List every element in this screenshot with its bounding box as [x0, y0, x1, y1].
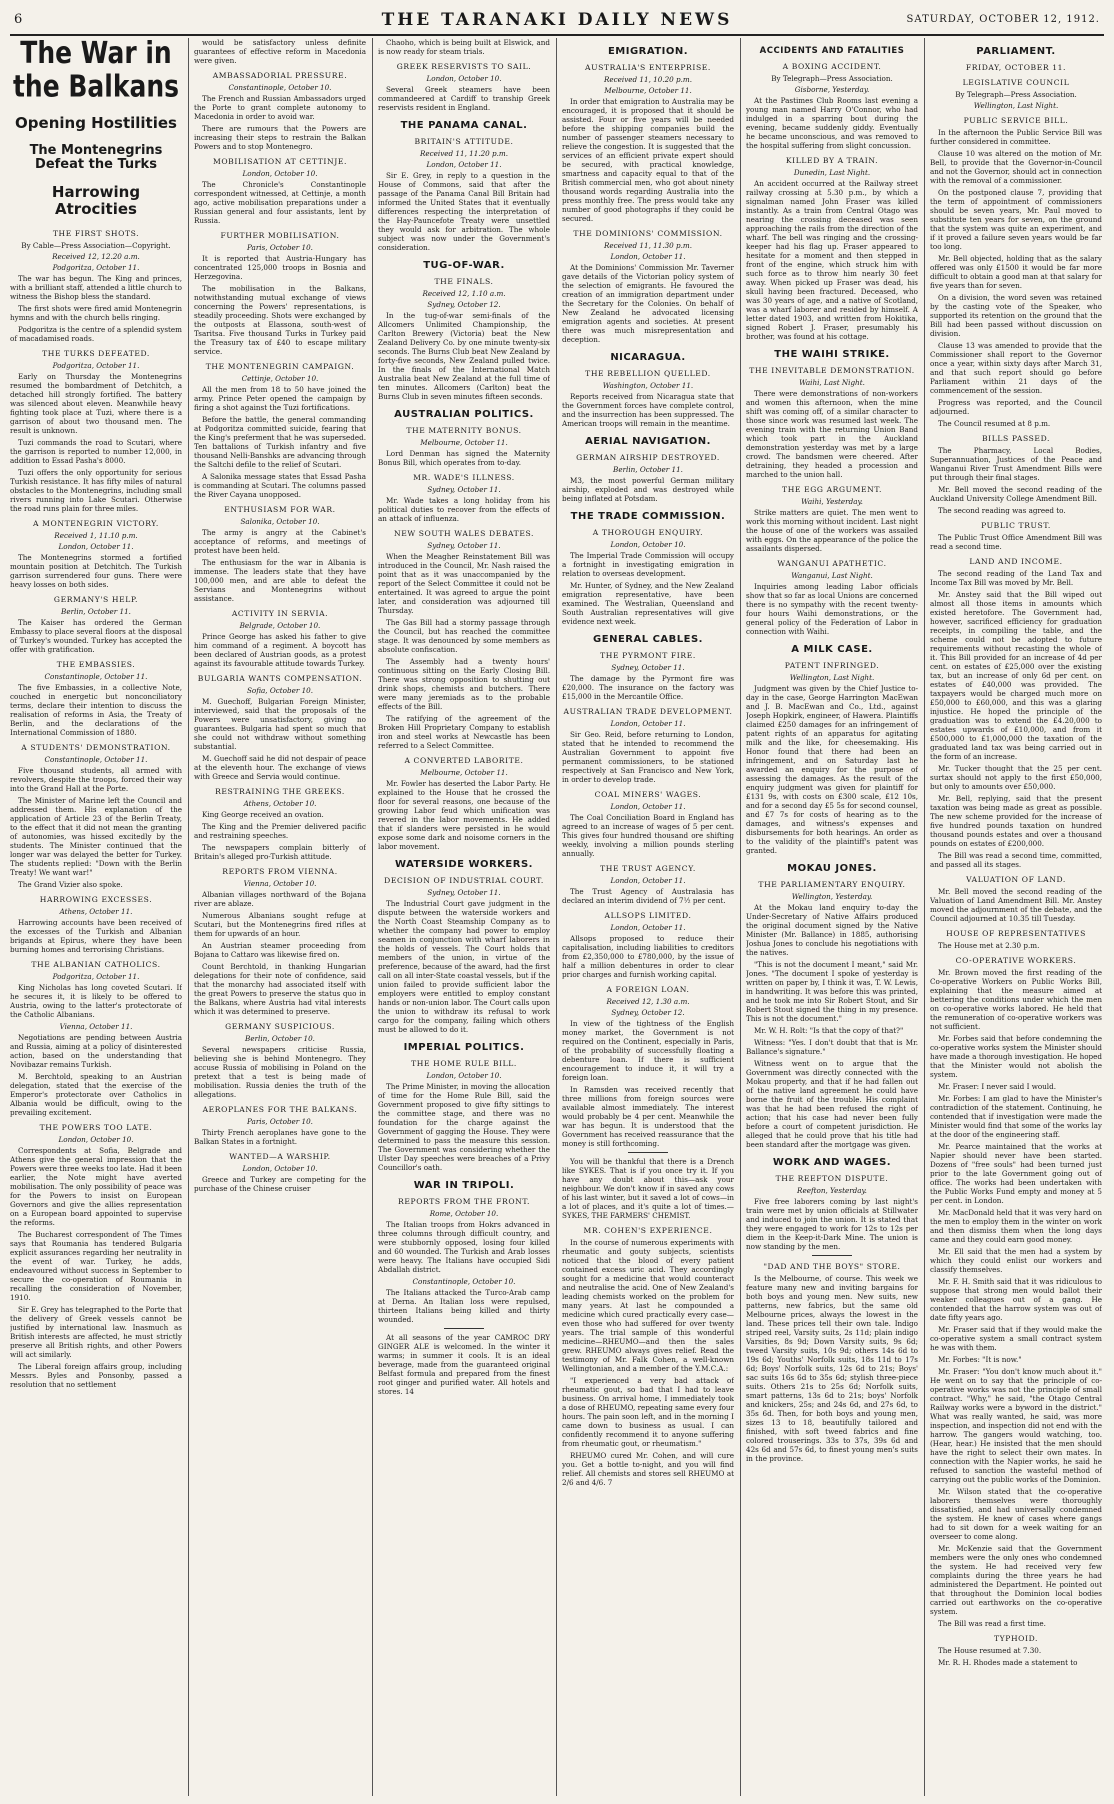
received-line: Received 11, 11.30 p.m.	[603, 241, 692, 250]
article-paragraph: Mr. Anstey said that the Bill wiped out almost all those items in amounts which existed heretofore. The Government had, however, sacrificed efficiency for graduation receipts, in compiling the table, and the scheme could not be adopted to future requirements without recasting the whole of it. This Bill provided for an increase of 4d per cent. on estates of £25,000 over the existing tax, but an increase of only 6d per cent. on estates of £40,000 was provided. The taxpayers would be charged much more on £50,000 to £60,000, and this was a glaring injustice. He hoped the principle of the graduation was to extend the £4.20,000 to estates upwards of £10,000, and from it £500,000 to £1,000,000 the taxation of the graduated land tax was being carried out in the form of an increase.	[930, 590, 1102, 761]
dateline: London, October 11.	[426, 160, 502, 169]
issue-date: SATURDAY, OCTOBER 12, 1912.	[906, 14, 1100, 25]
section-heading: LEGISLATIVE COUNCIL	[962, 78, 1070, 87]
article-paragraph: The Italian troops from Hokrs advanced in three columns through difficult country, and were stubbornly opposed, losing four killed and 60 wounded. The Turkish and Arab losses were heavy. The Italians have occupied Sidi Abdallah district.	[378, 1220, 550, 1274]
dateline: London, October 11.	[58, 542, 134, 552]
section-heading: COAL MINERS' WAGES.	[594, 790, 702, 799]
dateline: London, October 10.	[610, 540, 686, 549]
article-paragraph: The ratifying of the agreement of the Broken Hill Proprietary Company to establish iron and steel works at Newcastle has been referred to a Select Committee.	[378, 714, 550, 750]
deck-headline: The Montenegrins Defeat the Turks	[29, 142, 163, 172]
section-heading: REPORTS FROM THE FRONT.	[398, 1197, 530, 1206]
article-paragraph: The Bill was read a first time.	[938, 1619, 1046, 1628]
article-paragraph: Mr. Fowler has deserted the Labor Party. He explained to the House that he crossed the floor for several reasons, one because of the growing Labor feud which unification was revered in the labor movements. He added that if slanders were persisted in he would expose some dark and noisome corners in the labor movement.	[378, 779, 550, 851]
article-paragraph: Reports received from Nicaragua state that the Government forces have complete control, and the insurrection has been suppressed. The American troops will remain in the meantime.	[562, 392, 734, 428]
article-paragraph: At the Mokau land enquiry to-day the Under-Secretary of Native Affairs produced the original document signed by the Native Minister (Mr. Ballance) in 1885, authorising Joshua Jones to conclude his negotiations with the natives.	[746, 903, 918, 957]
section-title: A MILK CASE.	[791, 644, 873, 655]
article-paragraph: The House met at 2.30 p.m.	[938, 941, 1040, 950]
article-paragraph: Harrowing accounts have been received of the excesses of the Turkish and Albanian brigands at Epirus, where they have been burning homes and terrorising Christians.	[10, 918, 182, 955]
section-heading: DECISION OF INDUSTRIAL COURT.	[384, 876, 544, 885]
section-heading: THE PARLIAMENTARY ENQUIRY.	[758, 880, 906, 889]
section-heading: FURTHER MOBILISATION.	[220, 231, 340, 240]
received-line: Received 12, 1.10 a.m.	[422, 289, 506, 298]
article-paragraph: On a division, the word seven was retained by the casting vote of the Speaker, who supported its retention on the ground that the Bill had been passed without discussion on division.	[930, 293, 1102, 338]
dateline: Cettinje, October 10.	[241, 374, 319, 383]
advertisement: At all seasons of the year CAMROC DRY GINGER ALE is welcomed. In the winter it warms; in summer it cools. It is an ideal beverage, made from the guaranteed original Belfast formula and prepared from the finest root ginger and purified water. All hotels and stores. 14	[378, 1333, 550, 1396]
article-paragraph: Mr. Fraser: "You don't know much about it." He went on to say that the principle of co-operative works was not the principle of small contract. "Why," he said, "the Otago Central Railway works were a byword in the district." What was really wanted, he said, was more inspection, and inspection did not end with the harrow. The gangers would watching, too. (Hear, hear.) He insisted that the men should have the right to select their own mates. In connection with the Napier works, he said he refused to sanction the wasteful method of carrying out the public works of the Dominion.	[930, 1367, 1102, 1484]
dateline: Wellington, Last Night.	[789, 673, 875, 682]
dateline: Washington, October 11.	[602, 381, 694, 390]
article-paragraph: Mr. W. H. Rolt: "Is that the copy of that?"	[754, 1026, 904, 1035]
article-paragraph: The Liberal foreign affairs group, including Messrs. Byles and Ponsonby, passed a resolution that no settlement	[10, 1362, 182, 1390]
dateline: London, October 11.	[610, 876, 686, 885]
article-paragraph: In the afternoon the Public Service Bill was further considered in committee.	[930, 128, 1102, 146]
received-line: Received 11, 10.20 p.m.	[603, 75, 692, 84]
article-paragraph: The Trust Agency of Australasia has declared an interim dividend of 7½ per cent.	[562, 887, 734, 905]
section-heading: RESTRAINING THE GREEKS.	[215, 787, 345, 796]
dateline: Sydney, October 11.	[611, 663, 685, 672]
dateline: Constantinople, October 11.	[44, 755, 148, 765]
article-paragraph: Mr. Bell, replying, said that the present taxation was being made as great as possible. The new scheme provided for the increase of five hundred pounds taxation on hundred thousand pounds estates and over a thousand pounds on estates of £200,000.	[930, 794, 1102, 848]
section-heading: PUBLIC TRUST.	[981, 521, 1051, 530]
article-paragraph: Allsops proposed to reduce their capitalisation, including liabilities to creditors from £2,350,000 to £780,000, by the issue of half a million debentures in order to clear prior charges and furnish working capital.	[562, 934, 734, 979]
column-rule	[924, 38, 925, 1796]
section-heading: AUSTRALIA'S ENTERPRISE.	[585, 63, 711, 72]
section-heading: A CONVERTED LABORITE.	[404, 756, 524, 765]
dateline: Sydney, October 11.	[427, 485, 501, 494]
article-paragraph: Witness: "Yes. I don't doubt that that is Mr. Ballance's signature."	[746, 1038, 918, 1056]
dateline: London, October 10.	[242, 169, 318, 178]
section-heading: GREEK RESERVISTS TO SAIL.	[396, 62, 532, 71]
article-paragraph: Negotiations are pending between Austria and Russia, aiming at a policy of disinterested action, based on the understanding that Novibazar remains Turkish.	[10, 1033, 182, 1070]
article-paragraph: Five free laborers coming by last night's train were met by union officials at Stillwater and induced to join the union. It is stated that they were engaged to work for 12s to 12s per diem in the Keep-it-Dark Mine. The union is now standing by the men.	[746, 1197, 918, 1251]
article-paragraph: Prince George has asked his father to give him command of a regiment. A boycott has been declared of Austrian goods, as a protest against its favourable attitude towards Turkey.	[194, 632, 366, 668]
section-heading: THE MATERNITY BONUS.	[406, 426, 522, 435]
section-heading: THE DOMINIONS' COMMISSION.	[573, 229, 723, 238]
article-paragraph: Strike matters are quiet. The men went to work this morning without incident. Last night the house of one of the workers was assailed with eggs. On the appearance of the police the assailants dispersed.	[746, 508, 918, 553]
article-paragraph: M. Berchtold, speaking to an Austrian delegation, stated that the exercise of the Emperor's protectorate over Catholics in Albania would be difficult, owing to the prevailing excitement.	[10, 1072, 182, 1118]
article-paragraph: There are rumours that the Powers are increasing their steps to restrain the Balkan Powers and to stop Montenegro.	[194, 124, 366, 151]
article-paragraph: Chaoho, which is being built at Elswick, and is now ready for steam trials.	[378, 38, 550, 56]
advertisement: RHEUMO cured Mr. Cohen, and will cure you. Get a bottle to-night, and you will find relief. All chemists and stores sell RHEUMO at 2/6 and 4/6. 7	[562, 1451, 734, 1487]
section-title: WAR IN TRIPOLI.	[413, 1180, 515, 1191]
article-paragraph: Mr. Forbes said that before condemning the co-operative works system the Minister should have made a thorough investigation. He hoped that the Minister would not abolish the system.	[930, 1034, 1102, 1079]
dateline: Rome, October 10.	[429, 1209, 499, 1218]
section-heading: GERMAN AIRSHIP DESTROYED.	[576, 453, 720, 462]
article-paragraph: The Council resumed at 8 p.m.	[938, 419, 1051, 428]
article-paragraph: The Kaiser has ordered the German Embassy to place several floors at the disposal of Turkey's wounded. Turkey has accepted the offer with gratification.	[10, 618, 182, 655]
article-paragraph: Early on Thursday the Montenegrins resumed the bombardment of Detchitch, a detached hill strongly fortified. The battery was silenced about eleven. Meanwhile heavy fighting took place at Tuzi, where there is a garrison of about two thousand men. The result is unknown.	[10, 372, 182, 436]
article-paragraph: Mr. R. H. Rhodes made a statement to	[938, 1658, 1078, 1667]
section-heading: THE FIRST SHOTS.	[52, 229, 140, 239]
article-paragraph: Tuzi offers the only opportunity for serious Turkish resistance. It has fifty miles of natural obstacles to the Montenegrins, including small rivers running into Lake Scutari. Otherwise the road runs plain for three miles.	[10, 468, 182, 514]
dateline: Wellington, Yesterday.	[791, 892, 873, 901]
article-paragraph: Mr. Bell moved the second reading of the Auckland University College Amendment Bill.	[930, 485, 1102, 503]
section-heading: THE EGG ARGUMENT.	[782, 485, 882, 494]
section-heading: THE MONTENEGRIN CAMPAIGN.	[205, 362, 355, 371]
article-paragraph: Mr. Fraser said that if they would make the co-operative system a small contract system he was with them.	[930, 1325, 1102, 1352]
dateline: Salonika, October 10.	[240, 517, 320, 526]
article-paragraph: The newspapers complain bitterly of Britain's alleged pro-Turkish attitude.	[194, 843, 366, 861]
section-heading: THE REBELLION QUELLED.	[585, 369, 711, 378]
section-heading: A STUDENTS' DEMONSTRATION.	[21, 743, 171, 753]
article-paragraph: Several Greek steamers have been commandeered at Cardiff to tranship Greek reservists resident in England.	[378, 85, 550, 112]
section-heading: GERMANY SUSPICIOUS.	[225, 1022, 335, 1031]
deck-headline: Harrowing Atrocities	[51, 183, 141, 218]
dateline: Athens, October 11.	[59, 907, 133, 917]
article-paragraph: Inquiries among leading Labor officials show that so far as local Unions are concerned there is no sympathy with the recent twenty-four hours Waihi demonstrations, or the general policy of the Federation of Labor in connection with Waihi.	[746, 582, 918, 636]
section-heading: BULGARIA WANTS COMPENSATION.	[197, 674, 363, 683]
article-paragraph: Clause 10 was altered on the motion of Mr. Bell, to provide that the Governor-in-Council and not the Governor, should act in connection with the removal of a commissioner.	[930, 149, 1102, 185]
section-heading: THE INEVITABLE DEMONSTRATION.	[749, 366, 915, 375]
columns	[10, 38, 1104, 1796]
section-title: THE WAIHI STRIKE.	[774, 349, 890, 360]
article-paragraph: The war has begun. The King and princes, with a brilliant staff, attended a little church to witness the Bishop bless the standard.	[10, 274, 182, 302]
section-heading: TYPHOID.	[993, 1634, 1039, 1643]
article-paragraph: Sir Geo. Reid, before returning to London, stated that he intended to recommend the Australian Government to appoint five permanent commissioners, to be stationed respectively at San Francisco and New York, in order to develop trade.	[562, 730, 734, 784]
article-paragraph: Podgoritza is the centre of a splendid system of macadamised roads.	[10, 325, 182, 344]
column-2	[194, 38, 366, 1796]
section-title: IMPERIAL POLITICS.	[403, 1042, 525, 1053]
article-paragraph: would be satisfactory unless definite guarantees of effective reform in Macedonia were given.	[194, 38, 366, 65]
section-heading: ENTHUSIASM FOR WAR.	[224, 505, 336, 514]
dateline: Wellington, Last Night.	[973, 101, 1059, 110]
dateline: London, October 10.	[242, 1164, 318, 1173]
article-paragraph: The army is angry at the Cabinet's acceptance of reforms, and meetings of protest have been held.	[194, 528, 366, 555]
article-paragraph: Mr. Ell said that the men had a system by which they could enlist our workers and classify themselves.	[930, 1247, 1102, 1274]
article-paragraph: In view of the tightness of the English money market, the Government is not required on the Continent, especially in Paris, of the probability of successfully floating a debenture loan. If there is sufficient encouragement to induce it, it will try a foreign loan.	[562, 1019, 734, 1082]
article-paragraph: Mr. Hunter, of Sydney, and the New Zealand emigration representative, have been examined. The Westralian, Queensland and South Australian representatives will give evidence next week.	[562, 581, 734, 626]
article-paragraph: King Nicholas has long coveted Scutari. If he secures it, it is likely to be offered to Austria, owing to the latter's protectorate of the Catholic Albanians.	[10, 983, 182, 1020]
article-paragraph: Lord Denman has signed the Maternity Bonus Bill, which operates from to-day.	[378, 449, 550, 467]
dateline: Berlin, October 10.	[245, 1034, 315, 1043]
dateline: London, October 10.	[426, 74, 502, 83]
section-heading: THE FINALS.	[434, 277, 494, 286]
article-paragraph: Greece and Turkey are competing for the purchase of the Chinese cruiser	[194, 1175, 366, 1193]
section-heading: A MONTENEGRIN VICTORY.	[33, 519, 159, 529]
article-paragraph: The damage by the Pyrmont fire was £20,000. The insurance on the factory was £15,000 in the Mercantile Office.	[562, 674, 734, 701]
article-paragraph: The Industrial Court gave judgment in the dispute between the waterside workers and the North Coast Steamship Company as to whether the company had power to employ seamen in conjunction with wharf laborers in the holds of vessels. The Court holds that members of the union, in virtue of the preference, because of the award, had the first call on all inter-State coastal vessels, but if the union failed to provide sufficient labor the employers were entitled to employ constant hands or non-union labor. The Court calls upon the union to withdraw its refusal to work cargo for the company, failing which others must be allowed to do it.	[378, 899, 550, 1034]
section-heading: HARROWING EXCESSES.	[39, 895, 153, 905]
section-title: GENERAL CABLES.	[593, 634, 703, 645]
article-paragraph: All the men from 18 to 50 have joined the army. Prince Peter opened the campaign by firing a shot against the Tuzi fortifications.	[194, 385, 366, 412]
article-paragraph: The Coal Conciliation Board in England has agreed to an increase of wages of 5 per cent. This gives four hundred thousand ore shifting weekly, involving a million pounds sterling annually.	[562, 813, 734, 858]
section-heading: KILLED BY A TRAIN.	[785, 156, 879, 165]
section-heading: GERMANY'S HELP.	[53, 595, 139, 605]
article-paragraph: The mobilisation in the Balkans, notwithstanding mutual exchange of views concerning the Powers' representations, is steadily proceeding. Shots were exchanged by the outposts at Elassona, south-west of Tsaritsa. Five thousand Turks in Turkey paid the Treasury tax of £40 to escape military service.	[194, 284, 366, 356]
column-6	[930, 38, 1102, 1796]
section-heading: THE TRUST AGENCY.	[600, 864, 696, 873]
section-heading: AEROPLANES FOR THE BALKANS.	[202, 1105, 358, 1114]
article-paragraph: A Salonika message states that Essad Pasha is commanding at Scutari. The columns passed the River Cayana unopposed.	[194, 472, 366, 499]
article-paragraph: Witness went on to argue that the Government was directly connected with the Mokau property, and that if he had fallen out of the native land agreement he could have borne the fruit of the trouble. His complaint was that he had been refused the right of action; that his case had never been fully before a court of competent jurisdiction. He alleged that he could prove that his title had been standard after the mortgage was given.	[746, 1059, 918, 1149]
section-heading: WANGANUI APATHETIC.	[777, 559, 887, 568]
article-paragraph: Before the battle, the general commanding at Podgoritza committed suicide, fearing that the King's preferment that he was superseded. Ten battalions of Turkish infantry and five thousand Nelli-Banshks are advancing through the Saltchi defile to the relief of Scutari.	[194, 415, 366, 469]
section-title: ACCIDENTS AND FATALITIES	[759, 46, 905, 56]
section-heading: VALUATION OF LAND.	[966, 875, 1066, 884]
dateline: Melbourne, October 11.	[420, 438, 508, 447]
section-title: PARLIAMENT.	[976, 46, 1056, 57]
article-paragraph: Mr. Bell moved the second reading of the Valuation of Land Amendment Bill. Mr. Anstey moved the adjournment of the debate, and the Council adjourned at 10.35 till Tuesday.	[930, 887, 1102, 923]
section-title: WATERSIDE WORKERS.	[395, 859, 533, 870]
article-paragraph: Mr. Wilson stated that the co-operative laborers themselves were thoroughly dissatisfied, and had universally condemned the system. He knew of cases where gangs had to sit down for a week waiting for an overseer to come along.	[930, 1487, 1102, 1541]
article-paragraph: The King and the Premier delivered pacific and restraining speeches.	[194, 822, 366, 840]
article-paragraph: In the tug-of-war semi-finals of the Allcomers Unlimited Championship, the Carlton Brewery (Victoria) beat the New Zealand Delivery Co. by one minute twenty-six seconds. The Burns Club beat New Zealand by forty-five seconds, New Zealand pulled twice. In the finals of the International Match Australia beat New Zealand at the full time of ten minutes. Allcomers (Carlton) beat the Burns Club in seven minutes fifteen seconds.	[378, 311, 550, 401]
article-paragraph: The Imperial Trade Commission will occupy a fortnight in investigating emigration in relation to overseas development.	[562, 551, 734, 578]
section-heading: THE PYRMONT FIRE.	[600, 651, 696, 660]
section-title: AERIAL NAVIGATION.	[585, 436, 711, 447]
article-paragraph: Mr. Brown moved the first reading of the Co-operative Workers on Public Works Bill, explaining that the measure aimed at bettering the conditions under which the men on co-operative works labored. He held that the remuneration of co-operative workers was not sufficient.	[930, 968, 1102, 1031]
article-paragraph: Progress was reported, and the Council adjourned.	[930, 398, 1102, 416]
section-heading: MR. COHEN'S EXPERIENCE.	[583, 1226, 713, 1235]
article-paragraph: Several newspapers criticise Russia, believing she is behind Montenegro. They accuse Russia of mobilising in Poland on the pretext that a test is being made of mobilisation. Russia denies the truth of the allegations.	[194, 1045, 366, 1099]
section-heading: A THOROUGH ENQUIRY.	[592, 528, 704, 537]
article-paragraph: Mr. Pearce maintained that the works at Napier should never have been started. Dozens of "free souls" had been turned just prior to the late Government going out of office. The works had been undertaken with the Public Works Fund empty and money at 5 per cent. in London.	[930, 1142, 1102, 1205]
article-paragraph: The Grand Vizier also spoke.	[18, 880, 123, 890]
article-paragraph: Judgment was given by the Chief Justice to-day in the case, George Harrington MacEwan and J. B. MacEwan and Co., Ltd., against Joseph Hopkirk, engineer, of Hawera. Plaintiffs claimed £250 damages for an infringement of patent rights of an apparatus for agitating milk and the like, for cheesemaking. His Honor found that there had been an infringement, and on Saturday last he awarded an enquiry for the purpose of assessing the damages. As the result of the enquiry judgment was given for plaintiff for £131 9s, with costs on £300 scale, £12 10s, and for a second day £5 5s for second counsel, and £7 7s for costs of hearing as to the damages, and witness's expenses and disbursements for both hearings. An order as to the validity of the plaintiff's patent was granted.	[746, 684, 918, 855]
article-paragraph: M3, the most powerful German military airship, exploded and was destroyed while being inflated at Potsdam.	[562, 476, 734, 503]
dateline: Melbourne, October 11.	[604, 86, 692, 95]
article-paragraph: Five thousand students, all armed with revolvers, despite the troops, forced their way into the Grand Hall at the Porte.	[10, 766, 182, 794]
section-title: MOKAU JONES.	[787, 863, 877, 874]
article-paragraph: Thirty French aeroplanes have gone to the Balkan States in a fortnight.	[194, 1128, 366, 1146]
column-1	[10, 38, 182, 1796]
article-paragraph: Tuzi commands the road to Scutari, where the garrison is reported to number 12,000, in addition to Essad Pasha's 8000.	[10, 438, 182, 466]
article-paragraph: An accident occurred at the Railway street railway crossing at 5.30 p.m., by which a signalman named John Fraser was killed instantly. As a train from Central Otago was nearing the crossing deceased was seen approaching the rails from the direction of the wharf. The bell was ringing and the crossing-keeper had his flag up. Fraser appeared to hesitate for a moment and then stepped in front of the engine, which struck him with such force as to throw him nearly 30 feet away. When picked up Fraser was dead, his skull having been fractured. Deceased, who was 30 years of age, and a native of Scotland, was a wharf laborer and resided by himself. A letter dated 1903, and written from Hokitika, signed Robert J. Fraser, presumably his brother, was found at his cottage.	[746, 179, 918, 341]
received-line: Received 1, 11.10 p.m.	[54, 531, 138, 541]
masthead	[10, 6, 1104, 36]
section-heading: BRITAIN'S ATTITUDE.	[414, 137, 514, 146]
dateline: Constantinople, October 10.	[228, 83, 332, 92]
dateline: Constantinople, October 11.	[44, 672, 148, 682]
dateline: Paris, October 10.	[247, 1117, 313, 1126]
section-heading: WANTED—A WARSHIP.	[229, 1152, 331, 1161]
divider	[812, 1255, 852, 1256]
section-heading: AMBASSADORIAL PRESSURE.	[212, 71, 348, 80]
article-paragraph: The Gas Bill had a stormy passage through the Council, but has reached the committee stage. It was denounced by some members as absolute confiscation.	[378, 618, 550, 654]
advertisement: Is the Melbourne, of course. This week we feature many new and inviting bargains for both boys and young men. New suits, new patterns, new fabrics, but the same old Melbourne prices, always the lowest in the land. These prices tell their own tale. Indigo striped reel, Varsity suits, 2s 11d; plain indigo Varsities, 8s 9d; Down Varsity suits, 9s 6d; tweed Varsity suits, 10s 9d; others 14s 6d to 19s 6d; Youths' Norfolk suits, 18s 11d to 17s 6d; Boys' Norfolk suits, 12s 6d to 21s; Boys' sac suits 16s 6d to 35s 6d; stylish three-piece suits. Others 21s to 25s 6d; Norfolk suits, smart patterns, 13s 6d to 21s; boys' Norfolk and knickers, 25s; and 24s 6d, and 27s 6d, to 35s 6d. Then, for both boys and young men, sizes 13 to 18, beautifully tailored and finished, with soft tweed fabrics and fine colored trouserings. 33s to 37s, 39s 6d and 42s 6d and 57s 6d, to finest young men's suits in the province.	[746, 1274, 918, 1463]
column-5	[746, 38, 918, 1796]
article-paragraph: Albanian villages northward of the Bojana river are ablaze.	[194, 890, 366, 908]
article-paragraph: The Assembly had a twenty hours' continuous sitting on the Early Closing Bill. There was strong opposition to shutting out drink shops, chemists and butchers. There were many jeremiads as to the probable effects of the Bill.	[378, 657, 550, 711]
dateline: Belgrade, October 10.	[239, 621, 321, 630]
article-paragraph: The Bill was read a second time, committed, and passed all its stages.	[930, 851, 1102, 869]
article-paragraph: The Minister of Marine left the Council and addressed them. His explanation of the application of Article 23 of the Berlin Treaty, to the effect that it did not mean the granting of autonomies, was hissed excitedly by the students. The Minister continued that the longer war was delayed the better for Turkey. The students replied: "Down with the Berlin Treaty! We want war!"	[10, 796, 182, 878]
article-paragraph: Mr. Forbes: "It is now."	[938, 1355, 1022, 1364]
section-heading: MR. WADE'S ILLNESS.	[413, 473, 515, 482]
article-paragraph: On the postponed clause 7, providing that the term of appointment of commissioners should be seven years, Mr. Paul moved to substitute ten years for seven, on the ground that the system was quite an experiment, and if it proved a failure seven years would be far too long.	[930, 188, 1102, 251]
agency-line: By Telegraph—Press Association.	[955, 90, 1077, 99]
dateline: London, October 11.	[610, 923, 686, 932]
article-paragraph: Mr. Forbes: I am glad to have the Minister's contradiction of the statement. Continuing, he contended that if investigation were made the Minister would find that some of the works lay at the door of the engineering staff.	[930, 1094, 1102, 1139]
article-paragraph: In Ramsden was received recently that three millions from foreign sources were available almost immediately. The interest would probably be 4 per cent. Meanwhile the war has begun. It is understood that the Government has received reassurance that the money is still forthcoming.	[562, 1085, 734, 1148]
dateline: Berlin, October 11.	[613, 465, 683, 474]
dateline: Podgoritza, October 11.	[52, 361, 140, 371]
section-heading: MOBILISATION AT CETTINJE.	[212, 157, 348, 166]
dateline: Wanganui, Last Night.	[791, 571, 873, 580]
section-heading: NEW SOUTH WALES DEBATES.	[393, 529, 535, 538]
section-title: TUG-OF-WAR.	[423, 260, 505, 271]
section-title: EMIGRATION.	[607, 46, 689, 57]
section-heading: CO-OPERATIVE WORKERS.	[955, 956, 1077, 965]
section-heading: PUBLIC SERVICE BILL.	[963, 116, 1069, 125]
deck-headline: Opening Hostilities	[15, 114, 177, 132]
article-paragraph: Mr. Tucker thought that the 25 per cent. surtax should not apply to the first £50,000, but only to amounts over £50,000.	[930, 764, 1102, 791]
dateline: London, October 10.	[426, 1071, 502, 1080]
dateline: Vienna, October 11.	[59, 1022, 133, 1032]
dateline: Vienna, October 10.	[243, 879, 317, 888]
dateline: Sydney, October 11.	[427, 541, 501, 550]
section-title: NICARAGUA.	[610, 352, 686, 363]
article-paragraph: Clause 13 was amended to provide that the Commissioner shall report to the Governor once a year, within sixty days after March 31, and that such report should go before Parliament within 21 days of the commencement of the session.	[930, 341, 1102, 395]
dateline: Podgoritza, October 11.	[52, 972, 140, 982]
advertisement: In the course of numerous experiments with rheumatic and gouty subjects, scientists noticed that the blood of every patient contained excess uric acid. They accordingly sought for a medicine that would counteract and neutralise the acid. One of New Zealand's leading chemists worked on the problem for many years. At last he compounded a medicine which cured practically every case—even those who had suffered for over twenty years. The trial sample of this wonderful medicine—RHEUMO—and then the sales grew. RHEUMO always gives relief. Read the testimony of Mr. Falk Cohen, a well-known Wellingtonian, and a member of the Y.M.C.A.:	[562, 1238, 734, 1373]
column-3	[378, 38, 550, 1796]
article-paragraph: The French and Russian Ambassadors urged the Porte to grant complete autonomy to Macedonia in order to avoid war.	[194, 94, 366, 121]
section-heading: A BOXING ACCIDENT.	[782, 62, 882, 71]
section-title: THE PANAMA CANAL.	[400, 120, 528, 131]
dateline: Athens, October 10.	[243, 799, 317, 808]
article-paragraph: At the Pastimes Club Rooms last evening a young man named Harry O'Connor, who had indulged in a sparring bout during the evening, became suddenly giddy. Eventually he became unconscious, and was removed to the hospital suffering from slight concussion.	[746, 96, 918, 150]
article-paragraph: It is reported that Austria-Hungary has concentrated 125,000 troops in Bosnia and Herzegovina.	[194, 254, 366, 281]
article-paragraph: The Montenegrins stormed a fortified mountain position at Detchitch. The Turkish garrison surrendered four guns. There were heavy losses on both sides.	[10, 553, 182, 590]
section-title: WORK AND WAGES.	[772, 1157, 892, 1168]
article-paragraph: The Chronicle's Constantinople correspondent witnessed, at Cettinje, a month ago, active mobilisation preparations under a Russian general and four assistants, lent by Russia.	[194, 180, 366, 225]
article-paragraph: The Public Trust Office Amendment Bill was read a second time.	[930, 533, 1102, 551]
dateline: Sydney, October 12.	[611, 1008, 685, 1017]
article-paragraph: King George received an ovation.	[202, 810, 324, 819]
section-heading: BILLS PASSED.	[981, 434, 1051, 443]
dateline: Berlin, October 11.	[61, 607, 131, 617]
section-heading: "DAD AND THE BOYS" STORE.	[763, 1262, 901, 1271]
article-paragraph: The second reading of the Land Tax and Income Tax Bill was moved by Mr. Bell.	[930, 569, 1102, 587]
section-heading: THE HOME RULE BILL.	[411, 1059, 517, 1068]
article-paragraph: The second reading was agreed to.	[938, 506, 1066, 515]
section-heading: REPORTS FROM VIENNA.	[222, 867, 338, 876]
advertisement: You will be thankful that there is a Drench like SYKES. That is if you once try it. If you have any doubt about this—ask your neighbour. We don't know if in saved any cows of his last winter, but it saved a lot of cows—in a lot of places, and it's quite a lot of times.—SYKES, THE FARMERS' CHEMIST.	[562, 1157, 734, 1220]
column-rule	[556, 38, 557, 1796]
advertisement: "I experienced a very bad attack of rheumatic gout, so bad that I had to leave business. On arrival home, I immediately took a dose of RHEUMO, repeating same every four hours. The pain soon left, and in the morning I came down to business as usual. I can confidently recommend it to anyone suffering from rheumatic gout, or rheumatism."	[562, 1376, 734, 1448]
article-paragraph: Sir E. Grey, in reply to a question in the House of Commons, said that after the passage of the Panama Canal Bill Britain had informed the United States that it eventually differences respecting the interpretation of the Hay-Pauncefote Treaty were unsettled they would ask for arbitration. The whole subject was now under the Government's consideration.	[378, 171, 550, 252]
dateline: Constantinople, October 10.	[412, 1277, 516, 1286]
dateline: Dunedin, Last Night.	[793, 168, 871, 177]
section-heading: THE REEFTON DISPUTE.	[775, 1174, 889, 1183]
received-line: Received 12, 1.30 a.m.	[606, 997, 690, 1006]
dateline: London, October 11.	[610, 802, 686, 811]
article-paragraph: The Italians attacked the Turco-Arab camp at Derna. An Italian loss were repulsed, thirteen Italians being killed and thirty wounded.	[378, 1288, 550, 1324]
agency-line: By Cable—Press Association—Copyright.	[21, 241, 171, 251]
dateline: Podgoritza, October 11.	[52, 263, 140, 273]
article-paragraph: Sir E. Grey has telegraphed to the Porte that the delivery of Greek vessels cannot be justified by international law. Inasmuch as British interests are affected, he must strictly preserve all British rights, and other Powers will act similarly.	[10, 1305, 182, 1360]
article-paragraph: The House resumed at 7.30.	[938, 1646, 1042, 1655]
article-paragraph: Mr. F. H. Smith said that it was ridiculous to suppose that strong men would ballot their weaker colleagues out of a gang. He contended that the harrow system was out of date fifty years ago.	[930, 1277, 1102, 1322]
dateline: London, October 11.	[610, 252, 686, 261]
newspaper-page	[10, 6, 1104, 1798]
article-paragraph: "This is not the document I meant," said Mr. Jones. "The document I spoke of yesterday is written on paper by, I think it was, T. W. Lewis, in handwriting. It was before this was printed, and he took me into Sir Robert Stout, and Sir Robert Stout signed the thing in my presence. This is not the document."	[746, 960, 918, 1023]
article-paragraph: The enthusiasm for the war in Albania is immense. The leaders state that they have 100,000 men, and are able to defeat the Servians and Montenegrins without assistance.	[194, 558, 366, 603]
article-paragraph: Mr. MacDonald held that it was very hard on the men to employ them in the winter on work and then dismiss them when the long days came and they could earn good money.	[930, 1208, 1102, 1244]
column-rule	[372, 38, 373, 1796]
section-heading: THE EMBASSIES.	[56, 660, 136, 670]
article-paragraph: Numerous Albanians sought refuge at Scutari, but the Montenegrins fired rifles at them for upwards of an hour.	[194, 911, 366, 938]
article-paragraph: Mr. Fraser: I never said I would.	[938, 1082, 1056, 1091]
article-paragraph: The Bucharest correspondent of The Times says that Roumania has tendered Bulgaria explicit assurances regarding her neutrality in the event of war. Turkey, he adds, endeavoured without success in September to secure the co-operation of Roumania in recalling the consideration of November, 1910.	[10, 1230, 182, 1303]
received-line: Received 12, 12.20 a.m.	[52, 252, 140, 262]
article-paragraph: Mr. Wade takes a long holiday from his political duties to recover from the effects of an attack of influenza.	[378, 496, 550, 523]
dateline: London, October 10.	[58, 1135, 134, 1145]
article-paragraph: The Pharmacy, Local Bodies, Superannuation, Justices of the Peace and Wanganui River Trust Amendment Bills were put through their final stages.	[930, 446, 1102, 482]
section-heading: ACTIVITY IN SERVIA.	[231, 609, 329, 618]
article-paragraph: At the Dominions' Commission Mr. Taverner gave details of the Victorian policy system of the selection of emigrants. He favoured the creation of an immigration department under the Secretary for the Colonies. On behalf of New Zealand he advocated licensing emigration agents and societies. At present there was much misrepresentation and deception.	[562, 263, 734, 344]
article-paragraph: Correspondents at Sofia, Belgrade and Athens give the general impression that the Powers were three weeks too late. Had it been earlier, the Note might have averted mobilisation. The only possibility of peace was for the Powers to insist on European Governors and give the allies representation on a European board appointed to supervise the reforms.	[10, 1146, 182, 1228]
article-paragraph: The Prime Minister, in moving the allocation of time for the Home Rule Bill, said the Government proposed to give fifty sittings to the committee stage, and there was no foundation for the charge against the Government of gagging the House. They were determined to pass the measure this session. The Government was considering whether the Ulster Day speeches were breaches of a Privy Councillor's oath.	[378, 1082, 550, 1172]
article-paragraph: An Austrian steamer proceeding from Bojana to Cattaro was likewise fired on.	[194, 941, 366, 959]
column-4	[562, 38, 734, 1796]
agency-line: By Telegraph—Press Association.	[771, 74, 893, 83]
article-paragraph: M. Guechoff, Bulgarian Foreign Minister, interviewed, said that the proposals of the Powers were unsatisfactory, giving no guarantees. Bulgaria had spent so much that she could not withdraw without something substantial.	[194, 697, 366, 751]
section-heading: THE ALBANIAN CATHOLICS.	[31, 960, 161, 970]
page-number: 6	[14, 12, 23, 27]
article-paragraph: Mr. Bell objected, holding that as the salary offered was only £1500 it would be far more difficult to obtain a good man at that salary for five years than for seven.	[930, 254, 1102, 290]
dateline: Waihi, Yesterday.	[801, 497, 863, 506]
section-heading: LAND AND INCOME.	[969, 557, 1063, 566]
section-heading: AUSTRALIAN TRADE DEVELOPMENT.	[563, 707, 733, 716]
section-heading: PATENT INFRINGED.	[784, 661, 880, 670]
dateline: Sydney, October 11.	[427, 888, 501, 897]
section-heading: HOUSE OF REPRESENTATIVES	[946, 929, 1086, 938]
article-paragraph: When the Meagher Reinstatement Bill was introduced in the Council, Mr. Nash raised the point that as it was unaccompanied by the report of the Select Committee it could not be entertained. It was agreed to argue the point later, and consideration was adjourned till Thursday.	[378, 552, 550, 615]
section-title: THE TRADE COMMISSION.	[570, 511, 726, 522]
dateline: Reefton, Yesterday.	[797, 1186, 867, 1195]
article-paragraph: M. Guechoff said he did not despair of peace at the eleventh hour. The exchange of views with Greece and Servia would continue.	[194, 754, 366, 781]
dateline: Melbourne, October 11.	[420, 768, 508, 777]
dateline: London, October 11.	[610, 719, 686, 728]
article-paragraph: The five Embassies, in a collective Note, couched in energetic but nonconciliatory terms, declare their intention to discuss the realisation of reforms in Asia, the Treaty of Berlin, and the declarations of the International Commission of 1880.	[10, 683, 182, 738]
main-headline: The War in the Balkans	[12, 38, 180, 104]
section-heading: A FOREIGN LOAN.	[606, 985, 690, 994]
divider	[628, 1152, 668, 1153]
divider	[444, 1328, 484, 1329]
article-paragraph: Count Berchtold, in thanking Hungarian delegations for their note of confidence, said that the monarchy had associated itself with the great Powers to preserve the status quo in the Balkans, where Austria had vital interests which it was determined to preserve.	[194, 962, 366, 1016]
dateline: Waihi, Last Night.	[799, 378, 865, 387]
newspaper-title: THE TARANAKI DAILY NEWS	[381, 10, 733, 30]
column-rule	[188, 38, 189, 1796]
dateline: Sydney, October 12.	[427, 300, 501, 309]
section-heading: FRIDAY, OCTOBER 11.	[965, 63, 1067, 72]
article-paragraph: In order that emigration to Australia may be encouraged, it is proposed that it should be assisted. Four or five years will be needed before the shipping companies build the number of passenger steamers necessary to relieve the congestion. It is suggested that the services of an efficient private expert should be secured, with practical knowledge, smartness and capacity equal to that of the British commercial men, who got about ninety thousand words regarding Australia into the press monthly free. The press would take any number of good photographs if they could be secured.	[562, 97, 734, 223]
article-paragraph: The first shots were fired amid Montenegrin hymns and with the church bells ringing.	[10, 304, 182, 323]
article-paragraph: There were demonstrations of non-workers and women this afternoon, when the mine shift was coming off, of a similar character to those since work was resumed last week. The evening train with the returning Union Band which took part in the Auckland demonstration yesterday was met by a large crowd. The bandsmen were cheered. After detraining, they headed a procession and marched to the union hall.	[746, 389, 918, 479]
received-line: Received 11, 11.20 p.m.	[419, 149, 508, 158]
dateline: Sofia, October 10.	[246, 686, 314, 695]
dateline: Paris, October 10.	[247, 243, 313, 252]
dateline: Gisborne, Yesterday.	[794, 85, 870, 94]
section-heading: THE POWERS TOO LATE.	[39, 1123, 153, 1133]
section-title: AUSTRALIAN POLITICS.	[394, 409, 534, 420]
section-heading: THE TURKS DEFEATED.	[42, 349, 150, 359]
column-rule	[740, 38, 741, 1796]
section-heading: ALLSOPS LIMITED.	[604, 911, 692, 920]
article-paragraph: Mr. McKenzie said that the Government members were the only ones who condemned the system. He had received very few complaints during the three years he had administered the Department. He pointed out that throughout the Dominion local bodies carried out earthworks on the co-operative system.	[930, 1544, 1102, 1616]
